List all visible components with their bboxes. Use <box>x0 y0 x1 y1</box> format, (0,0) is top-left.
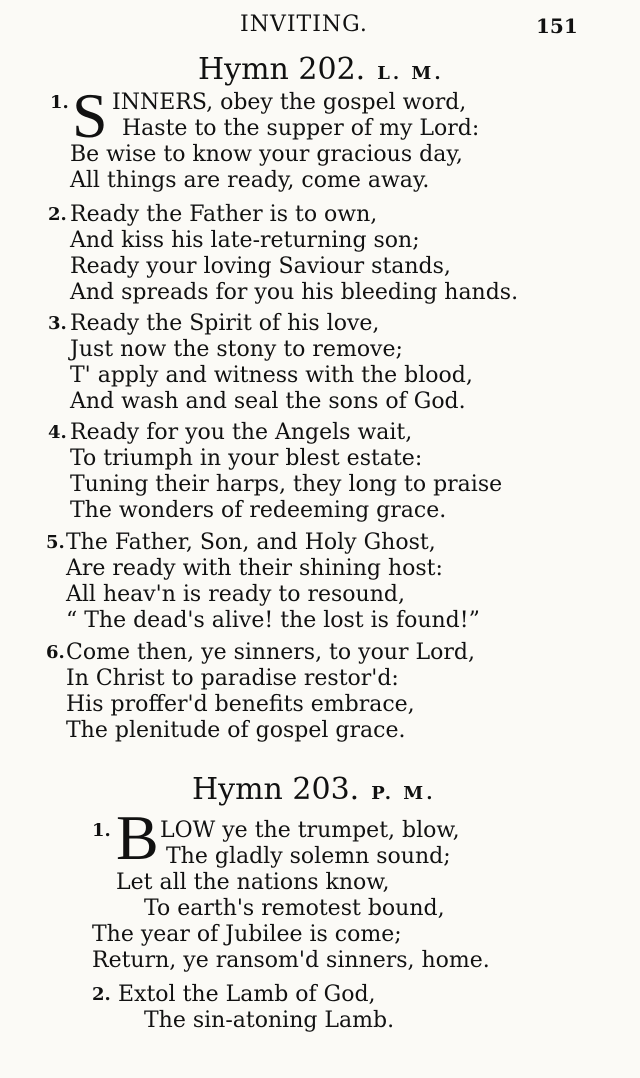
verse-line: His proffer'd benefits embrace, <box>66 692 415 717</box>
verse-line: “ The dead's alive! the lost is found!” <box>66 608 480 633</box>
verse-line: The gladly solemn sound; <box>166 844 451 869</box>
hymn-meter: L. M. <box>377 63 444 84</box>
verse-line: The sin-atoning Lamb. <box>144 1008 395 1033</box>
drop-cap: S <box>72 80 108 151</box>
verse-line: T' apply and witness with the blood, <box>70 363 473 388</box>
verse-line: All heav'n is ready to resound, <box>66 582 405 607</box>
drop-cap: B <box>116 802 159 873</box>
verse-number: 1. <box>92 820 111 841</box>
verse-line: INNERS, obey the gospel word, <box>112 90 467 115</box>
verse-line: Ready the Spirit of his love, <box>70 311 380 336</box>
running-head <box>0 12 640 44</box>
verse-line: Extol the Lamb of God, <box>118 982 376 1007</box>
verse-line: Are ready with their shining host: <box>66 556 443 581</box>
hymn-title <box>198 52 444 87</box>
verse-number: 5. <box>46 532 65 553</box>
hymn-title <box>192 772 436 807</box>
verse-line: Ready for you the Angels wait, <box>70 420 413 445</box>
page-number: 151 <box>536 14 578 38</box>
verse-number: 4. <box>48 422 67 443</box>
hymn-number: Hymn 203. <box>192 772 360 807</box>
verse-line: And spreads for you his bleeding hands. <box>70 280 519 305</box>
running-title: INVITING. <box>240 12 368 37</box>
verse-line: In Christ to paradise restor'd: <box>66 666 399 691</box>
verse-line: The wonders of redeeming grace. <box>70 498 447 523</box>
verse-line: And wash and seal the sons of God. <box>70 389 466 414</box>
verse-line: To triumph in your blest estate: <box>70 446 423 471</box>
verse-line: To earth's remotest bound, <box>144 896 445 921</box>
verse-line: Ready the Father is to own, <box>70 202 378 227</box>
verse-line: Ready your loving Saviour stands, <box>70 254 451 279</box>
verse-line: The Father, Son, and Holy Ghost, <box>66 530 436 555</box>
verse-line: Be wise to know your gracious day, <box>70 142 463 167</box>
verse-line: Let all the nations know, <box>116 870 390 895</box>
verse-number: 6. <box>46 642 65 663</box>
verse-number: 3. <box>48 313 67 334</box>
verse-line: Just now the stony to remove; <box>70 337 403 362</box>
verse-line: Return, ye ransom'd sinners, home. <box>92 948 490 973</box>
verse-line: The plenitude of gospel grace. <box>66 718 406 743</box>
hymn-meter: P. M. <box>371 783 436 804</box>
verse-number: 1. <box>50 92 69 113</box>
verse-line: LOW ye the trumpet, blow, <box>160 818 460 843</box>
verse-line: All things are ready, come away. <box>70 168 430 193</box>
verse-number: 2. <box>92 984 111 1005</box>
verse-number: 2. <box>48 204 67 225</box>
hymn-number: Hymn 202. <box>198 52 366 87</box>
verse-line: Haste to the supper of my Lord: <box>122 116 480 141</box>
verse-line: The year of Jubilee is come; <box>92 922 402 947</box>
verse-line: And kiss his late-returning son; <box>70 228 420 253</box>
verse-line: Tuning their harps, they long to praise <box>70 472 503 497</box>
verse-line: Come then, ye sinners, to your Lord, <box>66 640 475 665</box>
